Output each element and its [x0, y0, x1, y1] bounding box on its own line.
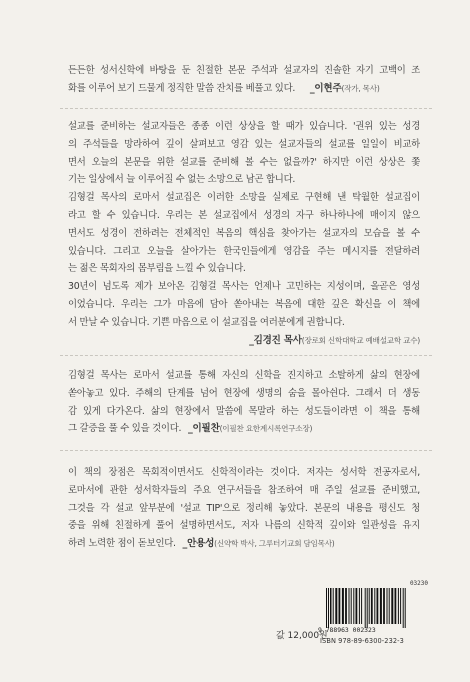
barcode-bar: [395, 588, 397, 624]
barcode-bar: [359, 588, 360, 624]
review-3-line-last: [68, 420, 420, 438]
review-2-line: 라고 할 수 있습니다. 우리는 본 설교집에서 성경의 자구 하나하나에 매이지 않으: [68, 209, 420, 221]
barcode-bar: [328, 588, 329, 628]
review-2-line: 기는 일상에서 늘 이루어질 수 없는 소망으로 남곤 합니다.: [68, 174, 296, 186]
review-3-signature: [188, 423, 312, 434]
review-4-line: 이 책의 장점은 목회적이면서도 신학적이라는 것이다. 저자는 성서학 전공자로서,: [68, 467, 420, 478]
barcode-bar: [353, 588, 354, 624]
barcode-bar: [383, 588, 385, 624]
barcode-bar: [361, 588, 362, 624]
review-2-line: 면서 오늘의 본문을 위한 설교를 준비해 볼 수는 없을까?' 하지만 이런 상상은 쫓: [68, 156, 420, 168]
review-2-sig-role: (장로회 신학대학교 예배설교학 교수): [301, 335, 420, 345]
review-2: [68, 118, 420, 349]
review-2-line: 있습니다. 그리고 오늘을 살아가는 한국인들에게 영감을 주는 메시지를 전달하려: [68, 245, 420, 257]
review-3-sig-role: (이필찬 요한계시록연구소장): [219, 424, 313, 434]
review-3-line: 김형걸 목사는 로마서 설교를 통해 자신의 신학을 진지하고 소탈하게 삶의 현장에: [68, 370, 420, 381]
barcode-bar: [330, 588, 332, 624]
barcode-bar: [339, 588, 341, 624]
barcode-bar: [398, 588, 399, 624]
review-1: [68, 62, 420, 98]
review-2-line: 30년이 넘도록 제가 보아온 김형걸 목사는 언제나 고민하는 지성이며, 올곧은 영성: [68, 281, 420, 293]
divider-1: [60, 108, 432, 109]
review-2-line: 면서도 성경이 전하려는 전체적인 복음의 핵심을 찾아가는 설교자의 모습을 볼 수: [68, 227, 420, 239]
barcode-bar: [377, 588, 379, 624]
barcode-bar: [365, 588, 366, 628]
price-label: 값 12,000원: [276, 631, 328, 641]
review-1-line-2-text: 화를 이루어 보기 드물게 정직한 말씀 잔치를 베풀고 있다.: [68, 82, 296, 94]
review-3-sig-name: _이필찬: [187, 423, 220, 435]
isbn-label: ISBN 978-89-6300-232-3: [320, 637, 404, 645]
review-4-line: 로마서에 관한 성서학자들의 주요 연구서들을 참조하여 매 주일 설교를 준비했고,: [68, 484, 420, 496]
review-4: [68, 464, 420, 553]
barcode-bar: [369, 588, 370, 624]
barcode-bar: [374, 588, 375, 624]
barcode-bar: [349, 588, 350, 624]
review-2-sig-name: _김경진 목사: [249, 334, 302, 346]
barcode-bar: [356, 588, 358, 624]
review-2-line: 의 주석들을 망라하여 깊이 살펴보고 영감 있는 설교자들의 설교를 일일이 비교하: [68, 138, 420, 150]
review-2-line: 김형걸 목사의 로마서 설교집은 이러한 소망을 실제로 구현해 낸 탁월한 설교집이: [68, 192, 420, 204]
review-3-line: 쏟아놓고 있다. 주해의 단계를 넘어 현장에 생명의 숨을 몰아쉰다. 그래서 더 생동: [68, 387, 420, 399]
review-2-line: 는 젊은 목회자의 몸부림을 느낄 수 있습니다.: [68, 263, 246, 275]
review-2-line: 서 만날 수 있습니다. 기쁜 마음으로 이 설교집을 여러분에게 권합니다.: [68, 316, 345, 328]
review-4-sig-name: _안용성: [182, 538, 215, 550]
barcode-bar: [342, 588, 344, 624]
review-4-line-text: 하려 노력한 점이 돋보인다.: [68, 538, 176, 550]
review-1-sig-name: _이현주: [309, 82, 342, 94]
barcode-bar: [380, 588, 382, 624]
barcode-bar: [387, 588, 388, 624]
barcode-bar: [389, 588, 390, 624]
review-4-line-last: [68, 535, 420, 553]
review-3-line-text: 그 갈증을 풀 수 있을 것이다.: [68, 423, 182, 435]
barcode-bar: [391, 588, 393, 624]
review-1-signature: [310, 83, 380, 94]
barcode-bar: [326, 588, 327, 628]
barcode-bar: [351, 588, 352, 624]
review-1-line-2: [68, 80, 420, 98]
review-4-line: 중을 위해 친절하게 풀어 설명하면서도, 저자 나름의 신학적 깊이와 일관성을 유지: [68, 520, 420, 532]
barcode: [318, 582, 430, 640]
review-3: [68, 367, 420, 438]
review-1-line-1: 든든한 성서신학에 바탕을 둔 친절한 본문 주석과 설교자의 진솔한 자기 고백이 조: [68, 65, 420, 76]
review-4-signature: [183, 538, 335, 549]
review-3-line: 감 있게 다가온다. 삶의 현장에서 말씀에 목말라 하는 성도들이라면 이 책을 통해: [68, 405, 420, 417]
divider-3: [60, 450, 432, 451]
divider-2: [60, 355, 432, 356]
barcode-addon: 03230: [409, 580, 428, 587]
review-4-line: 그것을 각 설교 앞부분에 '설교 TIP'으로 정리해 놓았다. 본문의 내용을 평신도 청: [68, 502, 420, 514]
review-1-sig-role: (작가, 목사): [341, 83, 380, 93]
barcode-bars: [326, 588, 428, 628]
review-4-sig-role: (신약학 박사, 그루터기교회 담임목사): [214, 539, 335, 549]
barcode-digits: 9 788963 002323: [318, 626, 376, 634]
barcode-bar: [403, 588, 404, 628]
barcode-bar: [335, 588, 337, 624]
barcode-bar: [405, 588, 406, 628]
barcode-bar: [345, 588, 347, 624]
review-2-signature: [68, 332, 420, 350]
barcode-bar: [371, 588, 373, 624]
barcode-bar: [333, 588, 334, 624]
barcode-bar: [400, 588, 401, 624]
review-2-line: 설교를 준비하는 설교자들은 종종 이런 상상을 할 때가 있습니다. '권위 있는 성경: [68, 121, 420, 132]
review-2-line: 이었습니다. 우리는 그가 마음에 담아 쏟아내는 복음에 대한 깊은 확신을 이 책에: [68, 298, 420, 310]
barcode-bar: [367, 588, 368, 628]
